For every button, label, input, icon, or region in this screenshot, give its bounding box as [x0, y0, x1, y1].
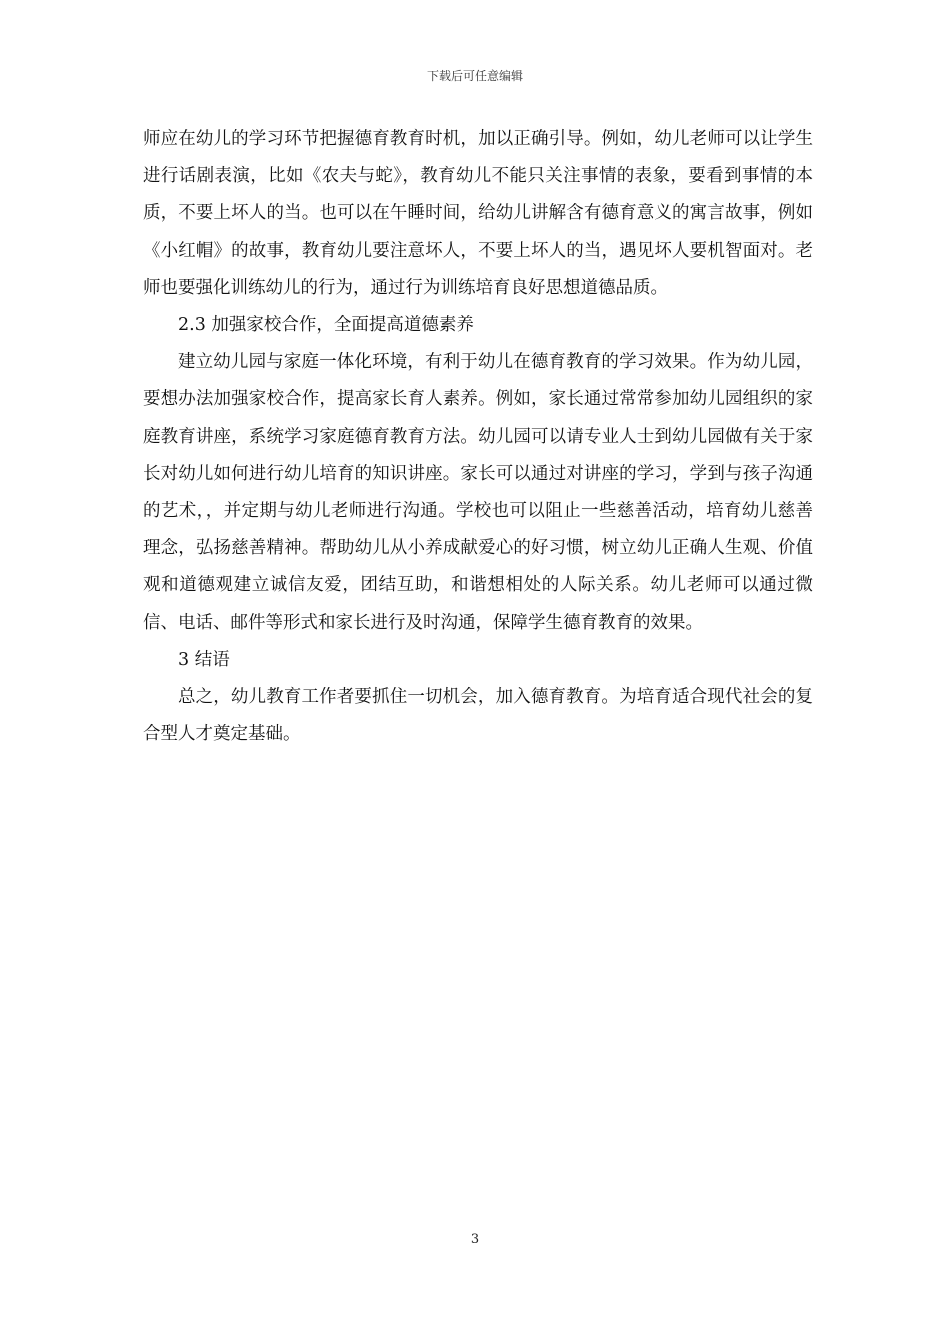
- paragraph-home-school: 建立幼儿园与家庭一体化环境，有利于幼儿在德育教育的学习效果。作为幼儿园，要想办法加强家校合作，提高家长育人素养。例如，家长通过常常参加幼儿园组织的家庭教育讲座，系统学习家庭德育教育方法。幼儿园可以请专业人士到幼儿园做有关于家长对幼儿如何进行幼儿培育的知识讲座。家长可以通过对讲座的学习，学到与孩子沟通的艺术，，并定期与幼儿老师进行沟通。学校也可以阻止一些慈善活动，培育幼儿慈善理念，弘扬慈善精神。帮助幼儿从小养成献爱心的好习惯，树立幼儿正确人生观、价值观和道德观建立诚信友爱，团结互助，和谐想相处的人际关系。幼儿老师可以通过微信、电话、邮件等形式和家长进行及时沟通，保障学生德育教育的效果。: [143, 352, 813, 633]
- page-number: 3: [470, 1232, 480, 1247]
- paragraph-conclusion: 总之，幼儿教育工作者要抓住一切机会，加入德育教育。为培育适合现代社会的复合型人才奠定基础。: [143, 687, 813, 745]
- section-heading-2-3: 2.3 加强家校合作，全面提高道德素养: [178, 315, 474, 336]
- page-header: 下载后可任意编辑: [426, 69, 523, 83]
- paragraph-moral-guidance: 师应在幼儿的学习环节把握德育教育时机，加以正确引导。例如，幼儿老师可以让学生进行话剧表演，比如《农夫与蛇》，教育幼儿不能只关注事情的表象，要看到事情的本质，不要上坏人的当。也可以在午睡时间，给幼儿讲解含有德育意义的寓言故事，例如《小红帽》的故事，教育幼儿要注意坏人，不要上坏人的当，遇见坏人要机智面对。老师也要强化训练幼儿的行为，通过行为训练培育良好思想道德品质。: [143, 129, 813, 298]
- section-heading-conclusion: 3 结语: [178, 649, 230, 670]
- document-body: [143, 121, 813, 753]
